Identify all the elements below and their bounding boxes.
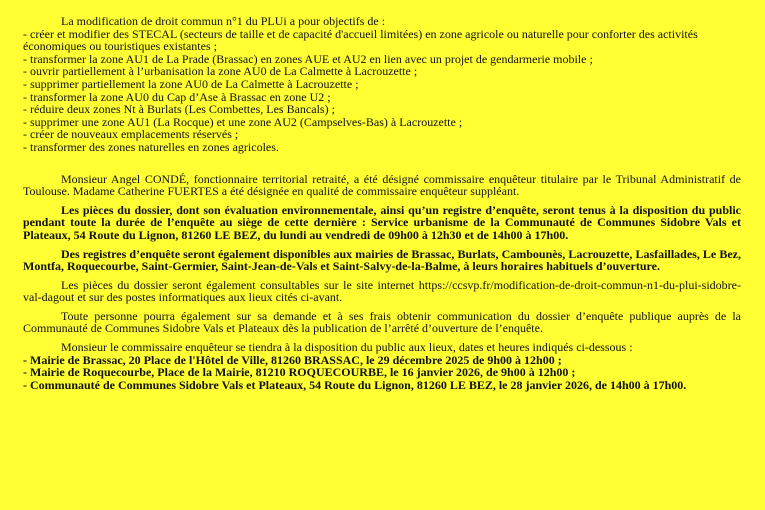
dossier-seat-paragraph: Les pièces du dossier, dont son évaluation environnementale, ainsi qu’un registre d’enquête, seront tenus à la disposition du public pendant toute la durée de l’enquête au siège de cette dernière : Service urbanisme de la Communauté de Communes Sidobre Vals et Plateaux, 54 Route du Lignon, 81260 LE BEZ, du lundi au vendredi de 09h00 à 12h30 et de 14h00 à 17h00. xyxy=(23,202,741,242)
schedule-item: - Communauté de Communes Sidobre Vals et Plateaux, 54 Route du Lignon, 81260 LE BEZ, le 28 janvier 2026, de 14h00 à 17h00. xyxy=(23,377,687,392)
objective-item: - transformer la zone AU0 du Cap d’Ase à Brassac en zone U2 ; xyxy=(23,89,331,104)
objective-item: - supprimer une zone AU1 (La Rocque) et une zone AU2 (Campselves-Bas) à Lacrouzette ; xyxy=(23,114,463,129)
schedule-item: - Mairie de Roquecourbe, Place de la Mairie, 81210 ROQUECOURBE, le 16 janvier 2026, de 9h00 à 12h00 ; xyxy=(23,365,576,380)
notice-body xyxy=(23,15,741,391)
objective-item: - ouvrir partiellement à l’urbanisation la zone AU0 de La Calmette à Lacrouzette ; xyxy=(23,64,418,79)
website-paragraph: Les pièces du dossier seront également consultables sur le site internet https://ccsvp.fr/modification-de-droit-commun-n1-du-plui-sidobre-val-dagout et sur des postes informatiques aux lieux cités ci-avant. xyxy=(23,277,741,305)
communication-paragraph: Toute personne pourra également sur sa demande et à ses frais obtenir communication du dossier d’enquête publique auprès de la Communauté de Communes Sidobre Vals et Plateaux dès la publication de l’arrêté d’ouverture de l’enquête. xyxy=(23,308,741,336)
objective-item: - réduire deux zones Nt à Burlats (Les Combettes, Les Bancals) ; xyxy=(23,102,335,117)
objective-item: - transformer la zone AU1 de La Prade (Brassac) en zones AUE et AU2 en lien avec un projet de gendarmerie mobile ; xyxy=(23,51,593,66)
commissioner-paragraph: Monsieur Angel CONDÉ, fonctionnaire territorial retraité, a été désigné commissaire enquêteur titulaire par le Tribunal Administratif de Toulouse. Madame Catherine FUERTES a été désignée en qualité de commissaire enquêteur suppléant. xyxy=(23,171,741,199)
schedule-item: - Mairie de Brassac, 20 Place de l'Hôtel de Ville, 81260 BRASSAC, le 29 décembre 2025 de 9h00 à 12h00 ; xyxy=(23,352,562,367)
schedule-list xyxy=(23,354,741,392)
objective-item: - créer et modifier des STECAL (secteurs de taille et de capacité d'accueil limitées) en zone agricole ou naturelle pour conforter des activités économiques ou touristiques existantes ; xyxy=(23,26,698,54)
objective-item: - supprimer partiellement la zone AU0 de La Calmette à Lacrouzette ; xyxy=(23,76,359,91)
intro-paragraph: La modification de droit commun n°1 du PLUi a pour objectifs de : xyxy=(61,14,386,28)
objective-item: - créer de nouveaux emplacements réservés ; xyxy=(23,127,239,142)
registers-paragraph: Des registres d’enquête seront également disponibles aux mairies de Brassac, Burlats, Cambounès, Lacrouzette, Lasfaillades, Le Bez, Montfa, Roquecourbe, Saint-Germier, Saint-Jean-de-Vals et Saint-Salvy-de-la-Balme, à leurs horaires habituels d’ouverture. xyxy=(23,246,741,274)
schedule-intro: Monsieur le commissaire enquêteur se tiendra à la disposition du public aux lieux, dates et heures indiqués ci-dessous : xyxy=(61,340,633,355)
objective-item: - transformer des zones naturelles en zones agricoles. xyxy=(23,139,279,154)
objectives-list xyxy=(23,28,741,154)
